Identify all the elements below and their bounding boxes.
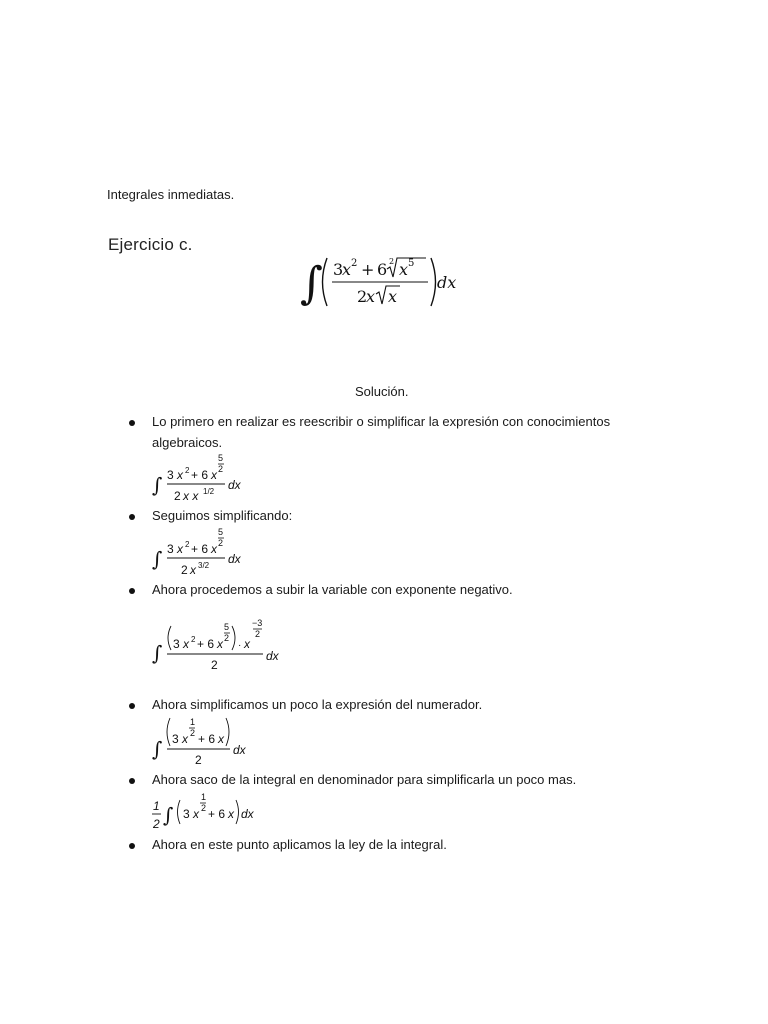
step-2-equation — [152, 526, 262, 582]
step-2-text: Seguimos simplificando: — [152, 508, 293, 523]
denominator-var: x — [366, 287, 376, 306]
differential: dx — [437, 273, 457, 292]
eq3-factor: x — [244, 637, 250, 651]
svg-text:x: x — [182, 732, 188, 746]
svg-text:∫: ∫ — [152, 737, 163, 761]
svg-text:3: 3 — [173, 637, 180, 651]
eq2-exp-bot: 2 — [218, 538, 224, 548]
radicand-exp: 5 — [408, 258, 415, 269]
svg-text:2: 2 — [185, 540, 190, 549]
svg-text:+ 6: + 6 — [198, 732, 216, 746]
bullet-dot — [129, 778, 135, 784]
step-1-equation — [152, 452, 262, 508]
eq5-coef-top: 1 — [153, 799, 160, 813]
eq1-den-exp: 1/2 — [203, 487, 215, 496]
right-paren — [431, 258, 436, 306]
root-index: 2 — [389, 257, 395, 266]
numerator-var1: x — [342, 260, 352, 279]
solution-heading: Solución. — [355, 384, 409, 399]
eq3-exp-top: 5 — [224, 622, 230, 632]
svg-text:x x: x x — [183, 489, 199, 503]
numerator-coef1: 3 — [333, 260, 344, 279]
bullet-dot — [129, 514, 135, 520]
step-1-line-1: Lo primero en realizar es reescribir o simplificar la expresión con conocimientos — [152, 414, 611, 429]
eq1-exp-bot: 2 — [218, 464, 224, 474]
numerator-exp: 2 — [351, 258, 358, 269]
eq4-exp-bot: 2 — [190, 728, 196, 738]
integral-sign: ∫ — [300, 258, 323, 309]
svg-text:∫: ∫ — [152, 547, 163, 571]
bullet-dot — [129, 843, 135, 849]
eq4-den: 2 — [195, 753, 202, 767]
step-1-text — [152, 413, 610, 452]
svg-text:+ 6: + 6 — [191, 468, 209, 482]
eq3-dx: dx — [266, 649, 279, 663]
eq4-exp-top: 1 — [190, 717, 196, 727]
step-1-line-2: algebraicos. — [152, 435, 223, 450]
step-5-equation — [150, 790, 270, 836]
eq2-den-exp: 3/2 — [198, 561, 210, 570]
eq5-exp-top: 1 — [201, 792, 207, 802]
numerator-coef2: 6 — [377, 260, 388, 279]
svg-text:x: x — [177, 468, 183, 482]
svg-text:x: x — [193, 807, 199, 821]
step-6-text: Ahora en este punto aplicamos la ley de la integral. — [152, 837, 447, 852]
eq5-coef-bot: 2 — [153, 817, 160, 831]
step-4-text: Ahora simplificamos un poco la expresión del numerador. — [152, 697, 483, 712]
eq3-exp-bot: 2 — [224, 633, 230, 643]
svg-text:x: x — [183, 637, 189, 651]
svg-text:∫: ∫ — [163, 803, 174, 827]
left-paren — [323, 258, 328, 306]
eq4-dx: dx — [233, 743, 246, 757]
svg-text:·: · — [238, 640, 242, 651]
exercise-label: Ejercicio c. — [108, 235, 193, 254]
numerator-plus: + — [361, 260, 375, 279]
main-integral-equation — [300, 250, 470, 314]
svg-text:3: 3 — [172, 732, 179, 746]
document-title: Integrales inmediatas. — [107, 187, 235, 202]
step-5-text: Ahora saco de la integral en denominador para simplificarla un poco mas. — [152, 772, 577, 787]
step-3-text: Ahora procedemos a subir la variable con exponente negativo. — [152, 582, 513, 597]
svg-text:3: 3 — [167, 468, 174, 482]
eq2-exp-top: 5 — [218, 527, 224, 537]
radicand-var: x — [399, 260, 409, 279]
eq3-den: 2 — [211, 658, 218, 672]
svg-text:x: x — [228, 807, 234, 821]
eq5-dx: dx — [241, 807, 254, 821]
denominator-coef: 2 — [357, 287, 368, 306]
svg-text:x: x — [218, 732, 224, 746]
svg-text:3: 3 — [183, 807, 190, 821]
svg-text:2: 2 — [185, 466, 190, 475]
denominator-radicand: x — [388, 287, 398, 306]
svg-text:x: x — [217, 637, 223, 651]
eq2-dx: dx — [228, 552, 241, 566]
svg-text:2: 2 — [181, 563, 188, 577]
eq1-exp-top: 5 — [218, 453, 224, 463]
svg-text:x: x — [177, 542, 183, 556]
bullet-dot — [129, 703, 135, 709]
svg-text:∫: ∫ — [152, 641, 163, 665]
svg-text:∫: ∫ — [152, 473, 163, 497]
svg-text:x: x — [211, 542, 217, 556]
svg-text:+ 6: + 6 — [208, 807, 226, 821]
eq3-factor-exp-top: −3 — [252, 618, 263, 628]
step-4-equation — [152, 716, 262, 770]
svg-text:2: 2 — [174, 489, 181, 503]
bullet-dot — [129, 588, 135, 594]
svg-text:x: x — [190, 563, 196, 577]
bullet-dot — [129, 420, 135, 426]
svg-text:+ 6: + 6 — [191, 542, 209, 556]
svg-text:3: 3 — [167, 542, 174, 556]
svg-text:2: 2 — [191, 635, 196, 644]
eq5-exp-bot: 2 — [201, 803, 207, 813]
svg-text:+ 6: + 6 — [197, 637, 215, 651]
svg-text:x: x — [211, 468, 217, 482]
eq3-factor-exp-bot: 2 — [255, 629, 261, 639]
step-3-equation — [152, 618, 292, 676]
eq1-dx: dx — [228, 478, 241, 492]
